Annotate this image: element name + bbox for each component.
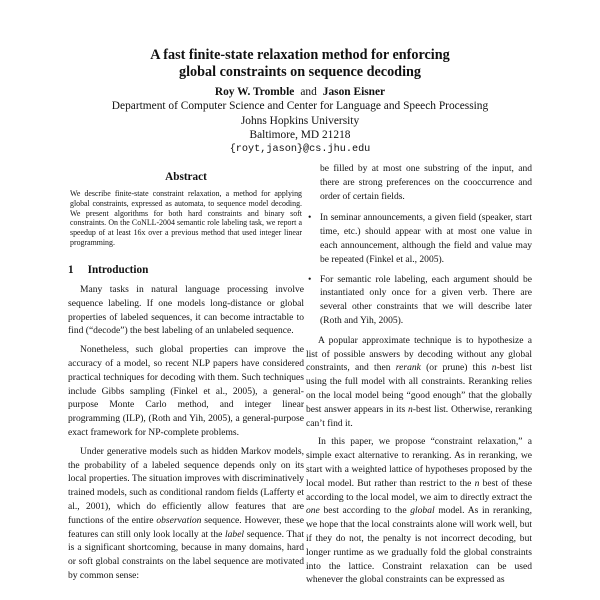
right-column-body xyxy=(306,162,532,592)
p4-emphasis-n: n xyxy=(491,362,497,374)
affiliation-line-3: Baltimore, MD 21218 xyxy=(249,129,351,142)
author-2: Jason Eisner xyxy=(322,86,386,98)
bullet-text: For semantic role labeling, each argument should be instantiated only once for a given verb. There are several other constraints that we will describe later (Roth and Yih, 2005). xyxy=(320,273,532,326)
intro-paragraph-3 xyxy=(68,445,304,583)
abstract-heading: Abstract xyxy=(165,171,207,183)
p3-text-c: sequence. That is a significant shortcoming, because in many domains, hard or soft global constraints on the label sequence are motivated by common sense: xyxy=(68,528,304,581)
p4-emphasis-n-2: n xyxy=(408,403,413,415)
p5-emphasis-global: global xyxy=(410,505,435,517)
p4-text-b: (or prune) this xyxy=(426,362,487,374)
p3-emphasis-label: label xyxy=(225,528,245,540)
author-conjunction: and xyxy=(300,86,317,98)
p4-text-a: A popular approximate technique is to hypothesize a list of possible answers by decoding without any global constraints, and then xyxy=(306,334,532,374)
bullet-item xyxy=(306,211,532,266)
author-email: {royt,jason}@cs.jhu.edu xyxy=(229,143,371,155)
p5-text-b: best of these according to the local model, we aim to directly extract the xyxy=(306,477,532,503)
affiliation-line-1: Department of Computer Science and Center for Language and Speech Processing xyxy=(111,100,489,112)
bullet-dot-icon: • xyxy=(308,273,312,285)
paragraph-proposal xyxy=(306,435,532,587)
paper-title xyxy=(0,47,600,81)
author-list xyxy=(0,85,600,99)
p4-text-d: -best list. Otherwise, reranking can’t find it. xyxy=(306,403,532,429)
left-column-body xyxy=(68,283,304,588)
p5-emphasis-n: n xyxy=(474,477,480,489)
title-line-1: A fast finite-state relaxation method for enforcing xyxy=(150,47,450,63)
paragraph-reranking xyxy=(306,334,532,431)
bullet-continuation: be filled by at most one substring of the input, and there are strong preferences on the cooccurrence and order of certain fields. xyxy=(320,163,532,202)
intro-paragraph-1: Many tasks in natural language processing involve sequence labeling. If one models long-distance or global properties of labeled sequences, it can become intractable to find (“decode”) the best labeling of an unlabeled sequence. xyxy=(68,284,304,337)
section-title: Introduction xyxy=(87,264,149,276)
p4-text-c: -best list using the full model with all constraints. Reranking relies on the local model being “good enough” that the globally best answer appears in its xyxy=(306,362,533,415)
p3-text-a: Under generative models such as hidden Markov models, the probability of a labeled sequence depends only on its local properties. The situation improves with discriminatively trained models, such as conditional random fields (Lafferty et al., 2001), which do efficiently allow features that are functions of the entire xyxy=(68,445,304,526)
p5-emphasis-one: one xyxy=(306,505,320,517)
affiliation-line-2: Johns Hopkins University xyxy=(240,114,360,127)
section-number: 1 xyxy=(68,264,74,276)
section-heading-introduction xyxy=(68,264,304,276)
intro-paragraph-2: Nonetheless, such global properties can improve the accuracy of a model, so recent NLP papers have considered practical techniques for decoding with them. Such techniques include Gibbs sampling (Finkel et al., 2005), a general-purpose Monte Carlo method, and integer linear programming (ILP), (Roth and Yih, 2005), a general-purpose exact framework for NP-complete problems. xyxy=(68,344,304,438)
p3-emphasis-observation: observation xyxy=(156,514,202,526)
p5-text-c: best according to the xyxy=(323,505,407,517)
abstract-text: We describe finite-state constraint relaxation, a method for applying global constraints, expressed as automata, to sequence model decoding. We present algorithms for both hard constraints and binary soft constraints. On the CoNLL-2004 semantic role labeling task, we report a speedup of at least 16x over a previous method that used integer linear programming. xyxy=(70,189,302,247)
p5-text-a: In this paper, we propose “constraint relaxation,” a simple exact alternative to reranking. As in reranking, we start with a weighted lattice of hypotheses proposed by the local model. But rather than restrict to the xyxy=(306,436,532,489)
p5-text-d: model. As in reranking, we hope that the local constraints alone will work well, but if they do not, the penalty is not incorrect decoding, but longer runtime as we gradually fold the global constraints into the lattice. Constraint relaxation can be used whenever the global constraints can be expressed as xyxy=(306,505,533,586)
bullet-dot-icon: • xyxy=(308,212,312,224)
bullet-text: In seminar announcements, a given field (speaker, start time, etc.) should appear with at most one value in each announcement, although the field and value may be repeated (Finkel et al., 2005). xyxy=(320,212,532,265)
bullet-item xyxy=(306,273,532,328)
title-line-2: global constraints on sequence decoding xyxy=(179,64,421,80)
affiliation xyxy=(0,99,600,157)
author-1: Roy W. Tromble xyxy=(214,86,295,98)
p4-emphasis-rerank: rerank xyxy=(395,362,421,374)
p3-text-b: sequence. However, these features can still only look locally at the xyxy=(68,514,305,540)
